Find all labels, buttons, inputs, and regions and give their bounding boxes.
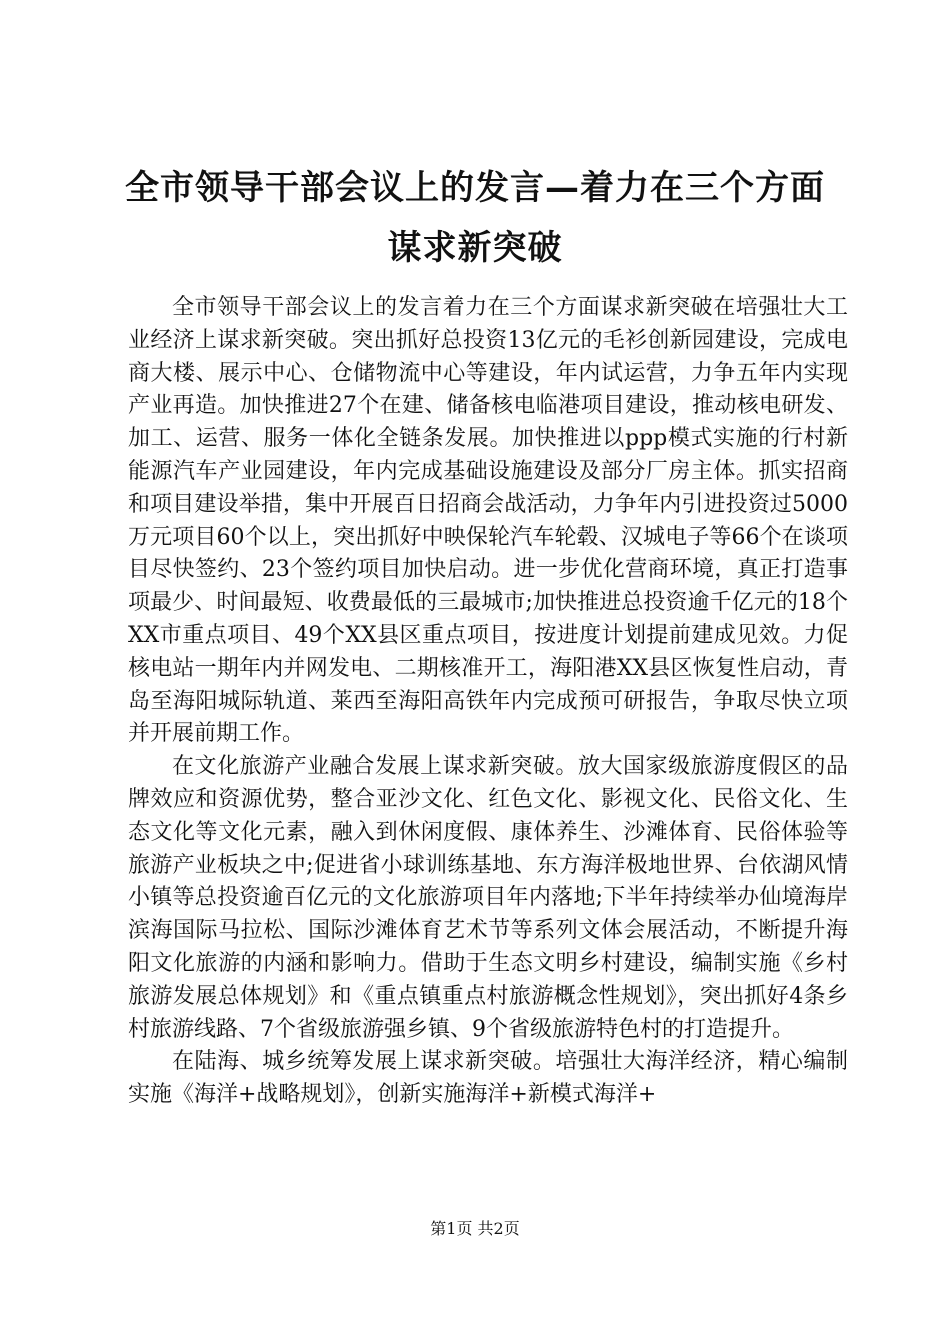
document-title: 全市领导干部会议上的发言—着力在三个方面谋求新突破 [125,168,825,268]
paragraph-tourism: 在文化旅游产业融合发展上谋求新突破。放大国家级旅游度假区的品牌效应和资源优势，整合亚沙文化、红色文化、影视文化、民俗文化、生态文化等文化元素，融入到休闲度假、康体养生、沙滩体育、民俗体验等旅游产业板块之中;促进省小球训练基地、东方海洋极地世界、台依湖风情小镇等总投资逾百亿元的文化旅游项目年内落地;下半年持续举办仙境海岸滨海国际马拉松、国际沙滩体育艺术节等系列文体会展活动，不断提升海阳文化旅游的内涵和影响力。借助于生态文明乡村建设，编制实施《乡村旅游发展总体规划》和《重点镇重点村旅游概念性规划》，突出抓好4条乡村旅游线路、7个省级旅游强乡镇、9个省级旅游特色村的打造提升。 [128,754,848,1042]
page-number-footer: 第1页 共2页 [430,1219,520,1238]
paragraph-land-sea: 在陆海、城乡统筹发展上谋求新突破。培强壮大海洋经济，精心编制实施《海洋+战略规划》，创新实施海洋+新模式海洋+ [128,1049,848,1108]
paragraph-industry: 全市领导干部会议上的发言着力在三个方面谋求新突破在培强壮大工业经济上谋求新突破。突出抓好总投资13亿元的毛衫创新园建设，完成电商大楼、展示中心、仓储物流中心等建设，年内试运营，力争五年内实现产业再造。加快推进27个在建、储备核电临港项目建设，推动核电研发、加工、运营、服务一体化全链条发展。加快推进以ppp模式实施的行村新能源汽车产业园建设，年内完成基础设施建设及部分厂房主体。抓实招商和项目建设举措，集中开展百日招商会战活动，力争年内引进投资过5000万元项目60个以上，突出抓好中映保轮汽车轮毂、汉城电子等66个在谈项目尽快签约、23个签约项目加快启动。进一步优化营商环境，真正打造事项最少、时间最短、收费最低的三最城市;加快推进总投资逾千亿元的18个XX市重点项目、49个XX县区重点项目，按进度计划提前建成见效。力促核电站一期年内并网发电、二期核准开工，海阳港XX县区恢复性启动，青岛至海阳城际轨道、莱西至海阳高铁年内完成预可研报告，争取尽快立项并开展前期工作。 [128,295,848,747]
document-body [128,292,848,1112]
